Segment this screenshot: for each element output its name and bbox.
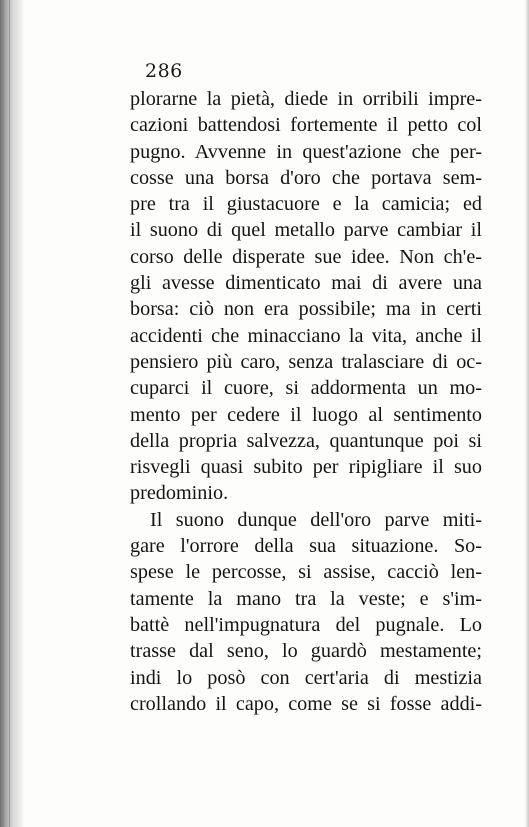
page-edge — [525, 0, 529, 827]
text-line: pensiero più caro, senza tralasciare di oc- — [130, 350, 482, 373]
text-line: cazioni battendosi fortemente il petto col — [130, 114, 482, 137]
text-line: Il suono dunque dell'oro parve miti- — [150, 508, 482, 531]
text-line: crollando il capo, come se si fosse addi- — [130, 692, 482, 715]
text-line: spese le percosse, si assise, cacciò len- — [130, 561, 482, 584]
page-number: 286 — [145, 60, 183, 82]
text-line: mento per cedere il luogo al sentimento — [130, 403, 482, 426]
text-line: il suono di quel metallo parve cambiar il — [130, 219, 482, 242]
text-line: risvegli quasi subito per ripigliare il suo — [130, 456, 482, 479]
text-line: cuparci il cuore, si addormenta un mo- — [130, 377, 482, 400]
text-line: trasse dal seno, lo guardò mestamente; — [130, 640, 482, 663]
text-line: corso delle disperate sue idee. Non ch'e- — [130, 245, 482, 268]
text-line: predominio. — [130, 482, 229, 505]
text-line: pugno. Avvenne in quest'azione che per- — [130, 140, 482, 163]
body-text — [130, 86, 482, 717]
text-line: gare l'orrore della sua situazione. So- — [130, 535, 482, 558]
text-line: pre tra il giustacuore e la camicia; ed — [130, 193, 482, 216]
gutter-line — [9, 0, 10, 827]
text-line: plorarne la pietà, diede in orribili impre- — [130, 88, 482, 110]
text-line: borsa: ciò non era possibile; ma in certi — [130, 298, 482, 321]
text-line: accidenti che minacciano la vita, anche il — [130, 324, 482, 347]
text-line: cosse una borsa d'oro che portava sem- — [130, 166, 482, 189]
text-line: gli avesse dimenticato mai di avere una — [130, 272, 482, 295]
text-line: battè nell'impugnatura del pugnale. Lo — [130, 613, 482, 636]
gutter-line — [3, 0, 4, 827]
text-line: tamente la mano tra la veste; e s'im- — [130, 587, 482, 610]
text-line: della propria salvezza, quantunque poi si — [130, 429, 482, 452]
text-line: indi lo posò con cert'aria di mestizia — [130, 666, 482, 689]
